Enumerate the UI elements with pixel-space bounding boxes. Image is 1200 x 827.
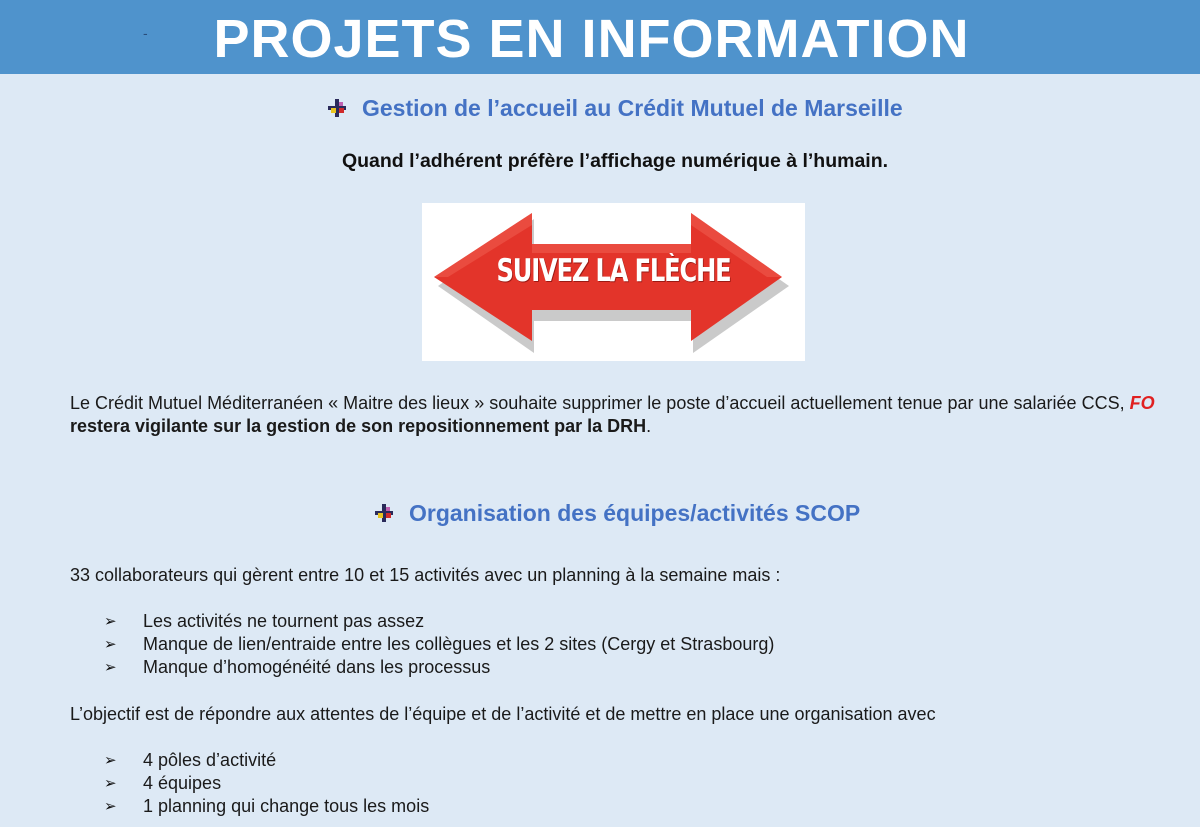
arrow-bullet-icon: ➢ <box>104 752 117 769</box>
arrow-bullet-icon: ➢ <box>104 659 117 676</box>
list-item: ➢ 4 pôles d’activité <box>104 750 277 770</box>
section-heading-text: Gestion de l’accueil au Crédit Mutuel de Marseille <box>362 94 903 121</box>
section-heading-scop <box>375 497 860 527</box>
section-heading-accueil <box>328 92 903 122</box>
arrow-bullet-icon: ➢ <box>104 775 117 792</box>
section-subtitle: Quand l’adhérent préfère l’affichage numérique à l’humain. <box>341 150 889 172</box>
section-heading-text: Organisation des équipes/activités SCOP <box>409 499 861 526</box>
banner-mark: - <box>143 25 148 41</box>
arrow-bullet-icon: ➢ <box>104 798 117 815</box>
suivez-la-fleche-image <box>422 203 805 361</box>
paragraph-bold-text: restera vigilante sur la gestion de son repositionnement par la DRH <box>70 416 647 436</box>
scop-intro: 33 collaborateurs qui gèrent entre 10 et 15 activités avec un planning à la semaine mais : <box>70 565 781 585</box>
paragraph-end: . <box>646 416 652 436</box>
arrow-bullet-icon: ➢ <box>104 636 117 653</box>
plan-list <box>104 749 429 818</box>
list-item: ➢ Manque de lien/entraide entre les collègues et les 2 sites (Cergy et Strasbourg) <box>104 634 775 654</box>
page-title: PROJETS EN INFORMATION <box>213 9 970 69</box>
scop-objective: L’objectif est de répondre aux attentes de l’équipe et de l’activité et de mettre en place une organisation avec <box>70 704 936 724</box>
arrow-label: SUIVEZ LA FLÈCHE <box>496 253 731 289</box>
fo-emphasis: FO <box>1129 393 1155 413</box>
accueil-paragraph <box>70 392 1170 438</box>
issues-list <box>104 610 774 679</box>
list-item: ➢ Manque d’homogénéité dans les processus <box>104 657 491 677</box>
title-banner <box>0 0 1200 74</box>
cross-bullet-icon <box>375 504 393 522</box>
arrow-bullet-icon: ➢ <box>104 613 117 630</box>
paragraph-text: Le Crédit Mutuel Méditerranéen « Maitre des lieux » souhaite supprimer le poste d’accueil actuellement tenue par une salariée CCS, <box>70 393 1130 413</box>
list-item: ➢ 1 planning qui change tous les mois <box>104 796 430 816</box>
cross-bullet-icon <box>328 99 346 117</box>
list-item: ➢ 4 équipes <box>104 773 222 793</box>
list-item: ➢ Les activités ne tournent pas assez <box>104 611 425 631</box>
